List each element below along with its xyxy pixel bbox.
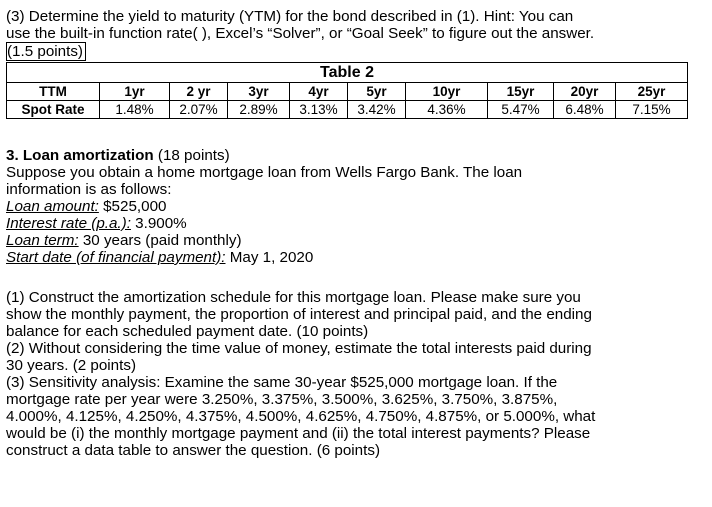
spot-rate-table <box>6 62 688 119</box>
section-points: (18 points) <box>153 147 230 164</box>
question-line: 4.000%, 4.125%, 4.250%, 4.375%, 4.500%, 4.625%, 4.750%, 4.875%, or 5.000%, what <box>6 408 596 425</box>
term-cell: 4yr <box>290 83 348 101</box>
interest-rate-label: Interest rate (p.a.): <box>6 215 131 232</box>
table-header-row <box>7 83 688 101</box>
loan-term-label: Loan term: <box>6 232 79 249</box>
rate-cell: 5.47% <box>488 101 554 119</box>
loan-term-value: 30 years (paid monthly) <box>78 232 242 249</box>
spot-rate-row <box>7 101 688 119</box>
question-line: show the monthly payment, the proportion of interest and principal paid, and the ending <box>6 306 592 323</box>
intro-line-1: (3) Determine the yield to maturity (YTM) for the bond described in (1). Hint: You can <box>6 8 574 25</box>
question-line: construct a data table to answer the question. (6 points) <box>6 442 380 459</box>
term-cell: 1yr <box>100 83 170 101</box>
term-cell: 20yr <box>554 83 616 101</box>
start-date-value: May 1, 2020 <box>225 249 314 266</box>
start-date-label: Start date (of financial payment): <box>6 249 226 266</box>
questions-block <box>6 289 646 459</box>
rate-cell: 6.48% <box>554 101 616 119</box>
term-cell: 10yr <box>406 83 488 101</box>
rate-cell: 4.36% <box>406 101 488 119</box>
rate-cell: 2.07% <box>170 101 228 119</box>
loan-desc-line-1: Suppose you obtain a home mortgage loan from Wells Fargo Bank. The loan <box>6 164 523 181</box>
term-cell: 2 yr <box>170 83 228 101</box>
rate-cell: 3.42% <box>348 101 406 119</box>
question-line: (3) Sensitivity analysis: Examine the same 30-year $525,000 mortgage loan. If the <box>6 374 558 391</box>
interest-rate-line <box>6 215 696 232</box>
term-cell: 3yr <box>228 83 290 101</box>
loan-amortization-section <box>6 147 696 266</box>
table-caption: Table 2 <box>7 63 688 83</box>
rate-cell: 7.15% <box>616 101 688 119</box>
rate-cell: 1.48% <box>100 101 170 119</box>
question-line: balance for each scheduled payment date. (10 points) <box>6 323 369 340</box>
loan-amount-value: $525,000 <box>98 198 167 215</box>
term-cell: 25yr <box>616 83 688 101</box>
loan-term-line <box>6 232 696 249</box>
question-line: mortgage rate per year were 3.250%, 3.375%, 3.500%, 3.625%, 3.750%, 3.875%, <box>6 391 558 408</box>
intro-line-2: use the built-in function rate( ), Excel’s “Solver”, or “Goal Seek” to figure out the answer. <box>6 25 595 42</box>
loan-desc-line-2: information is as follows: <box>6 181 172 198</box>
question-line: would be (i) the monthly mortgage payment and (ii) the total interest payments? Please <box>6 425 591 442</box>
question-line: 30 years. (2 points) <box>6 357 136 374</box>
question-line: (2) Without considering the time value of money, estimate the total interests paid during <box>6 340 592 357</box>
rate-cell: 2.89% <box>228 101 290 119</box>
bond-ytm-question <box>6 8 696 61</box>
interest-rate-value: 3.900% <box>130 215 187 232</box>
spot-rate-label: Spot Rate <box>7 101 100 119</box>
term-cell: 15yr <box>488 83 554 101</box>
ttm-label: TTM <box>7 83 100 101</box>
section-heading <box>6 147 696 164</box>
rate-cell: 3.13% <box>290 101 348 119</box>
loan-amount-label: Loan amount: <box>6 198 99 215</box>
intro-points: (1.5 points) <box>6 42 86 61</box>
loan-amount-line <box>6 198 696 215</box>
section-title: 3. Loan amortization <box>6 147 154 164</box>
question-line: (1) Construct the amortization schedule for this mortgage loan. Please make sure you <box>6 289 581 306</box>
term-cell: 5yr <box>348 83 406 101</box>
start-date-line <box>6 249 696 266</box>
